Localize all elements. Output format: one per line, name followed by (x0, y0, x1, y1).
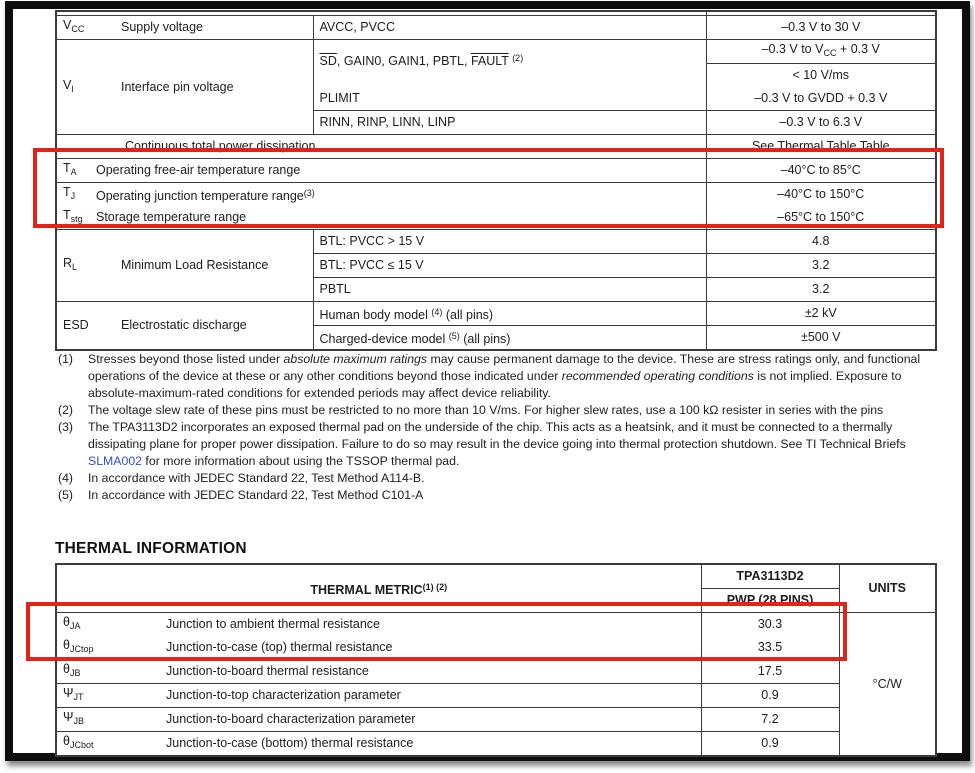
esd-symbol: ESD (63, 318, 89, 332)
esd-value-2: ±500 V (706, 326, 936, 351)
table-row-vi-1 (56, 40, 936, 64)
vi-symbol-desc-cell (56, 40, 313, 135)
thermal-row-psi-jt (56, 684, 936, 708)
psi-jb-value: 7.2 (701, 708, 839, 732)
rl-condition-2: BTL: PVCC ≤ 15 V (313, 254, 706, 278)
pd-description: Continuous total power dissipation (56, 135, 706, 159)
esd-condition-1: Human body model $^{(4)}$ (all pins) (313, 302, 706, 326)
footnote-4-number: (4) (58, 471, 74, 485)
footnote-1-text: Stresses beyond those listed under absolute maximum ratings may cause permanent damage to the device. These are stress ratings only, and functional operations of the device at these or any other conditions beyond those indicated under recommended operating conditions is not implied. Exposure to absolute-maximum-rated conditions for extended periods may affect device reliability. (88, 352, 921, 400)
esd-symbol-desc-cell (56, 302, 313, 351)
vi-symbol: $V_I$ (63, 77, 74, 94)
table-row-rl-1 (56, 230, 936, 254)
footnote-1-number: (1) (58, 352, 74, 366)
footnote-4-text: In accordance with JEDEC Standard 22, Test Method A114-B. (88, 471, 425, 485)
theta-jctop-description: Junction-to-case (top) thermal resistance (166, 640, 393, 654)
vcc-description: Supply voltage (121, 20, 204, 34)
thermal-row-theta-ja (56, 613, 936, 637)
psi-jb-symbol: $\Psi_{JB}$ (63, 710, 84, 726)
thermal-row-theta-jcbot (56, 732, 936, 757)
footnote-5-number: (5) (58, 488, 74, 502)
theta-jb-value: 17.5 (701, 660, 839, 684)
theta-jctop-symbol: $\theta_{JCtop}$ (63, 638, 94, 654)
theta-jb-cell (56, 660, 701, 684)
tstg-description: Storage temperature range (96, 210, 247, 224)
vi-value-gvdd: –0.3 V to GVDD + 0.3 V (754, 91, 888, 105)
vi-description: Interface pin voltage (121, 79, 234, 94)
footnote-3 (58, 419, 944, 470)
units-header: UNITS (839, 564, 936, 613)
rl-condition-1: BTL: PVCC > 15 V (313, 230, 706, 254)
rl-value-1: 4.8 (706, 230, 936, 254)
tj-description: Operating junction temperature range$^{(3)}$ (96, 187, 315, 203)
table-row-ta (56, 159, 936, 183)
tstg-symbol-desc-cell (56, 206, 706, 230)
esd-value-1: ±2 kV (706, 302, 936, 326)
vi-value-slew: < 10 V/ms (792, 68, 850, 82)
footnote-3-number: (3) (58, 420, 74, 434)
footnote-2-text: The voltage slew rate of these pins must be restricted to no more than 10 V/ms. For higher slew rates, use a 100 kΩ resister in series with the pins (88, 403, 884, 417)
device-header: TPA3113D2 (701, 564, 839, 589)
theta-ja-value: 30.3 (701, 613, 839, 637)
rl-value-3: 3.2 (706, 278, 936, 302)
footnote-2-number: (2) (58, 403, 74, 417)
vi-value-2-3 (706, 64, 936, 111)
table-row-vcc (56, 16, 936, 40)
table-row-tj (56, 183, 936, 207)
ta-symbol: $T_A$ (63, 161, 77, 177)
psi-jt-value: 0.9 (701, 684, 839, 708)
thermal-header-row-1 (56, 564, 936, 589)
vi-condition-plimit: PLIMIT (319, 91, 360, 105)
theta-jcbot-cell (56, 732, 701, 757)
footnote-4 (58, 470, 944, 487)
thermal-metric-header: THERMAL $METRIC^{(1) (2)}$ (56, 564, 701, 613)
vi-value-1: –0.3 V to $V_{CC} + 0.3$ V (706, 40, 936, 64)
tj-symbol-desc-cell (56, 183, 706, 207)
rl-description: Minimum Load Resistance (121, 258, 269, 272)
vcc-condition: AVCC, PVCC (313, 16, 706, 40)
theta-jctop-value: 33.5 (701, 636, 839, 660)
units-value: °C/W (839, 613, 936, 757)
vi-condition-sd-line: $\overline{SD}$, GAIN0, GAIN1, PBTL, FAULT $^{(2)}$ (319, 53, 524, 68)
rl-symbol-desc-cell (56, 230, 313, 302)
slma002-link[interactable]: SLMA002 (88, 454, 143, 468)
theta-jctop-cell (56, 636, 701, 660)
theta-jcbot-value: 0.9 (701, 732, 839, 757)
esd-condition-2: Charged-device model $^{(5)}$ (all pins) (313, 326, 706, 351)
footnote-3-text: The TPA3113D2 incorporates an exposed thermal pad on the underside of the chip. This acts as a heatsink, and it must be connected to a thermally dissipating plane for proper power dissipation. Failure to do so may result in the device going into thermal protection shutdown. See TI Technical Briefs SLMA002 for more information about using the TSSOP thermal pad. (88, 420, 906, 468)
table-row-esd-1 (56, 302, 936, 326)
vi-condition-sd-plimit (313, 40, 706, 111)
theta-ja-description: Junction to ambient thermal resistance (166, 617, 380, 631)
footnote-5 (58, 487, 944, 504)
thermal-row-theta-jb (56, 660, 936, 684)
vi-condition-rinn: RINN, RINP, LINN, LINP (313, 111, 706, 135)
vcc-symbol-desc-cell (56, 16, 313, 40)
ta-value: –40°C to 85°C (706, 159, 936, 183)
ta-symbol-desc-cell (56, 159, 706, 183)
theta-jb-description: Junction-to-board thermal resistance (166, 664, 369, 678)
theta-jcbot-symbol: $\theta_{JCbot}$ (63, 734, 94, 750)
ta-description: Operating free-air temperature range (96, 163, 301, 177)
tstg-value: –65°C to 150°C (706, 206, 936, 230)
abs-max-table (55, 10, 937, 351)
psi-jb-description: Junction-to-board characterization parameter (166, 712, 416, 726)
rl-symbol: $R_L$ (63, 256, 78, 272)
thermal-table (55, 563, 937, 757)
footnote-1 (58, 351, 944, 402)
tj-value: –40°C to 150°C (706, 183, 936, 207)
rl-condition-3: PBTL (313, 278, 706, 302)
rl-value-2: 3.2 (706, 254, 936, 278)
footnote-5-text: In accordance with JEDEC Standard 22, Test Method C101-A (88, 488, 424, 502)
psi-jb-cell (56, 708, 701, 732)
tstg-symbol: $T_{stg}$ (63, 208, 83, 224)
psi-jt-description: Junction-to-top characterization parameter (166, 688, 401, 702)
thermal-row-psi-jb (56, 708, 936, 732)
thermal-information-heading: THERMAL INFORMATION (55, 540, 247, 557)
theta-ja-cell (56, 613, 701, 637)
table-row-power-dissipation (56, 135, 936, 159)
table-row-tstg (56, 206, 936, 230)
thermal-row-theta-jctop (56, 636, 936, 660)
vi-value-4: –0.3 V to 6.3 V (706, 111, 936, 135)
theta-ja-symbol: $\theta_{JA}$ (63, 615, 81, 631)
esd-description: Electrostatic discharge (121, 318, 247, 332)
package-header: PWP (28 PINS) (701, 589, 839, 613)
footnotes (58, 351, 944, 504)
vcc-value: –0.3 V to 30 V (706, 16, 936, 40)
theta-jcbot-description: Junction-to-case (bottom) thermal resistance (166, 736, 414, 750)
psi-jt-symbol: $\Psi_{JT}$ (63, 686, 84, 702)
tj-symbol: $T_J$ (63, 185, 76, 201)
theta-jb-symbol: $\theta_{JB}$ (63, 662, 81, 678)
pd-value: See Thermal Table Table (706, 135, 936, 159)
psi-jt-cell (56, 684, 701, 708)
footnote-2 (58, 402, 944, 419)
vcc-symbol: $V_{CC}$ (63, 18, 85, 34)
